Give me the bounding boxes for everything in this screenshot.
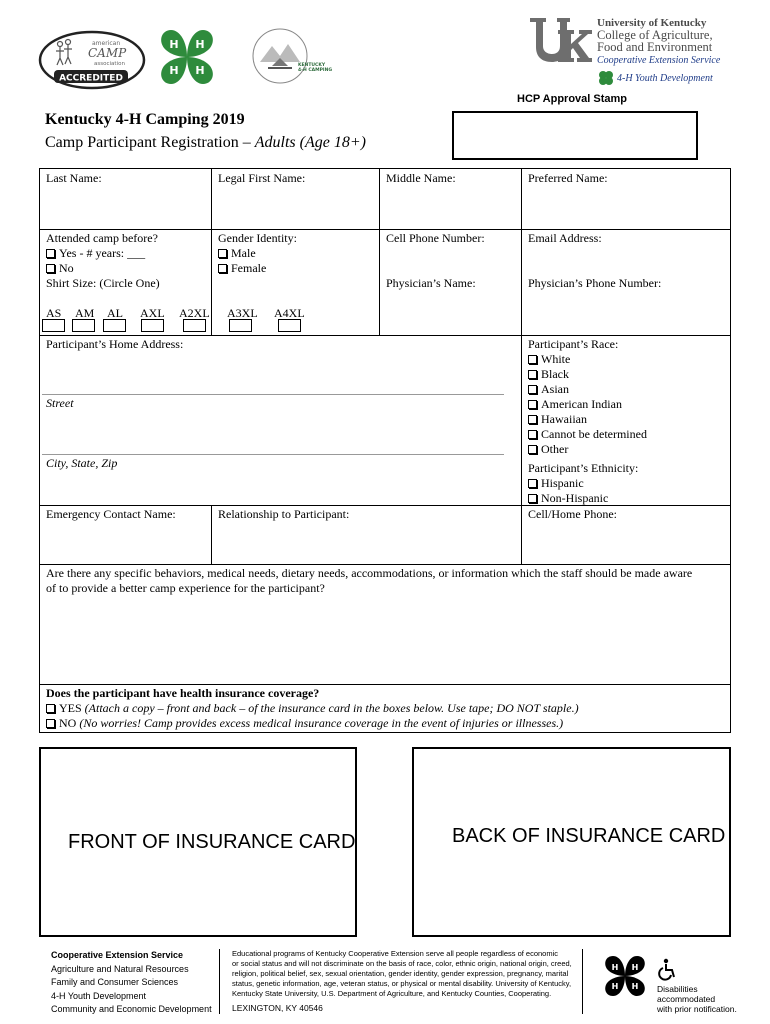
insurance-yes-option[interactable] [46, 701, 579, 716]
svg-text:H: H [611, 982, 619, 991]
uk-college-line2: Food and Environment [597, 40, 713, 54]
size-box-a3xl[interactable] [229, 319, 252, 332]
aca-logo-badge: ACCREDITED [59, 73, 123, 84]
cell-phone-field[interactable]: Cell Phone Number: [386, 231, 485, 245]
last-name-field[interactable]: Last Name: [46, 171, 102, 185]
disabilities-note [657, 984, 737, 1014]
checkbox-icon[interactable] [528, 430, 537, 439]
checkbox-icon[interactable] [46, 719, 55, 728]
home-address-label: Participant’s Home Address: [46, 337, 184, 351]
race-option-white[interactable] [528, 352, 570, 367]
race-option-black[interactable] [528, 367, 569, 382]
aca-logo-brand: CAMP [88, 46, 127, 60]
american-camp-association-accredited-logo [38, 30, 146, 90]
physician-name-field[interactable]: Physician’s Name: [386, 276, 476, 290]
disabilities-line: Disabilities [657, 984, 698, 994]
race-option-text: American Indian [541, 397, 622, 411]
ethnicity-option-non-hispanic[interactable] [528, 491, 608, 506]
insurance-no-text: NO [59, 716, 77, 730]
footer-programs [51, 949, 212, 1017]
race-option-asian[interactable] [528, 382, 569, 397]
footer-program-item: Community and Economic Development [51, 1004, 212, 1014]
footer-statement-line: religion, political belief, sex, sexual orientation, gender identity, gender expression, pregnancy, marital [232, 969, 569, 978]
race-option-text: White [541, 352, 571, 366]
footer-statement-line: Educational programs of Kentucky Cooperative Extension serve all people regardless of economic [232, 949, 559, 958]
uk-extension-service: Cooperative Extension Service [597, 55, 721, 66]
middle-name-field[interactable]: Middle Name: [386, 171, 456, 185]
size-a3xl[interactable]: A3XL [227, 306, 258, 320]
front-insurance-card-box[interactable] [39, 747, 357, 937]
size-box-al[interactable] [103, 319, 126, 332]
checkbox-icon[interactable] [46, 264, 55, 273]
size-a4xl[interactable]: A4XL [274, 306, 305, 320]
street-line[interactable] [42, 394, 504, 395]
front-insurance-card-label: FRONT OF INSURANCE CARD [68, 831, 356, 853]
ethnicity-option-text: Hispanic [541, 476, 584, 490]
specific-needs-question-line2: of to provide a better camp experience for the participant? [46, 581, 325, 595]
checkbox-icon[interactable] [528, 479, 537, 488]
race-option-text: Black [541, 367, 569, 381]
checkbox-icon[interactable] [528, 370, 537, 379]
kentucky-4h-camping-logo [250, 26, 333, 86]
svg-text:H: H [631, 963, 639, 972]
attended-yes-text: Yes - # years: ___ [59, 246, 146, 260]
footer-city: LEXINGTON, KY 40546 [232, 1003, 323, 1013]
disabilities-line: accommodated [657, 994, 716, 1004]
gender-identity-label: Gender Identity: [218, 231, 297, 245]
footer-program-title: Cooperative Extension Service [51, 950, 184, 960]
footer-divider [219, 949, 220, 1014]
cell-home-phone-field[interactable]: Cell/Home Phone: [528, 507, 617, 521]
footer-program-item: Agriculture and Natural Resources [51, 963, 189, 974]
checkbox-icon[interactable] [46, 249, 55, 258]
footer-divider [582, 949, 583, 1014]
size-as[interactable]: AS [46, 306, 62, 320]
gender-male-option[interactable] [218, 246, 256, 261]
size-a2xl[interactable]: A2XL [179, 306, 210, 320]
ethnicity-label: Participant’s Ethnicity: [528, 461, 639, 475]
aca-logo-top: american [92, 40, 121, 47]
uk-youth-label: 4-H Youth Development [617, 72, 713, 84]
svg-text:KENTUCKY: KENTUCKY [298, 63, 326, 68]
attended-camp-label: Attended camp before? [46, 231, 158, 245]
svg-text:4-H CAMPING: 4-H CAMPING [298, 68, 333, 73]
svg-text:H: H [169, 64, 179, 77]
insurance-yes-text: YES [59, 701, 82, 715]
checkbox-icon[interactable] [528, 385, 537, 394]
shirt-size-label: Shirt Size: (Circle One) [46, 276, 160, 290]
race-option-hawaiian[interactable] [528, 412, 587, 427]
checkbox-icon[interactable] [528, 445, 537, 454]
checkbox-icon[interactable] [46, 704, 55, 713]
footer-program-item: Family and Consumer Sciences [51, 977, 179, 987]
insurance-question: Does the participant have health insurance coverage? [46, 686, 320, 700]
physician-phone-field[interactable]: Physician’s Phone Number: [528, 276, 662, 290]
gender-female-option[interactable] [218, 261, 266, 276]
race-option-text: Other [541, 442, 569, 456]
specific-needs-question-line1: Are there any specific behaviors, medical needs, dietary needs, accommodations, or information which the staff should be made aware [46, 566, 693, 580]
insurance-yes-note: (Attach a copy – front and back – of the insurance card in the boxes below. Use tape; DO NOT staple.) [84, 701, 579, 715]
attended-no-option[interactable] [46, 261, 74, 276]
footer-statement-line: Kentucky State University, U.S. Department of Agriculture, and Kentucky Counties, Cooperating. [232, 989, 552, 998]
size-axl[interactable]: AXL [140, 306, 165, 320]
race-option-other[interactable] [528, 442, 568, 457]
subtitle-italic: Adults (Age 18+) [254, 134, 366, 151]
registration-form [39, 168, 731, 733]
insurance-no-option[interactable] [46, 716, 563, 731]
hcp-stamp-label: HCP Approval Stamp [517, 93, 628, 105]
specific-needs-answer-area[interactable] [42, 599, 728, 681]
svg-text:H: H [631, 982, 639, 991]
disabilities-line: with prior notification. [657, 1004, 737, 1014]
race-option-text: Asian [541, 382, 569, 396]
uk-college-text [597, 17, 720, 67]
4h-clover-logo [150, 20, 224, 94]
legal-first-name-field[interactable]: Legal First Name: [218, 171, 306, 185]
uk-university: University of Kentucky [597, 17, 707, 29]
4h-clover-footer-logo [597, 948, 653, 1004]
attended-no-text: No [59, 261, 74, 275]
email-field[interactable]: Email Address: [528, 231, 602, 245]
size-al[interactable]: AL [107, 306, 123, 320]
uk-youth-development [598, 70, 713, 86]
race-option-text: Cannot be determined [541, 427, 647, 441]
race-option-text: Hawaiian [541, 412, 587, 426]
insurance-no-note: (No worries! Camp provides excess medical insurance coverage in the event of injuries or illnesses.) [79, 716, 564, 730]
svg-text:H: H [195, 38, 205, 51]
subtitle-main: Camp Participant Registration – [45, 134, 255, 151]
ethnicity-option-hispanic[interactable] [528, 476, 584, 491]
ethnicity-option-text: Non-Hispanic [541, 491, 609, 505]
checkbox-icon[interactable] [528, 400, 537, 409]
street-label: Street [46, 396, 74, 410]
attended-yes-option[interactable] [46, 246, 145, 261]
size-box-as[interactable] [42, 319, 65, 332]
checkbox-icon[interactable] [218, 249, 227, 258]
gender-male-text: Male [231, 246, 256, 260]
footer-nondiscrimination [232, 949, 577, 999]
svg-text:H: H [169, 38, 179, 51]
preferred-name-field[interactable]: Preferred Name: [528, 171, 608, 185]
gender-female-text: Female [231, 261, 267, 275]
checkbox-icon[interactable] [528, 494, 537, 503]
back-insurance-card-label: BACK OF INSURANCE CARD [452, 825, 726, 847]
footer-statement-line: status, genetic information, age, veteran status, or physical or mental disability. University of Kentucky, [232, 979, 572, 988]
race-option-cannot-determine[interactable] [528, 427, 647, 442]
checkbox-icon[interactable] [528, 415, 537, 424]
uk-college-line1: College of Agriculture, [597, 28, 713, 42]
page-subtitle [45, 134, 366, 152]
size-box-axl[interactable] [141, 319, 164, 332]
4h-clover-small-icon [598, 70, 614, 86]
relationship-field[interactable]: Relationship to Participant: [218, 507, 350, 521]
checkbox-icon[interactable] [528, 355, 537, 364]
size-am[interactable]: AM [75, 306, 95, 320]
accessibility-icon [657, 958, 677, 980]
size-box-a2xl[interactable] [183, 319, 206, 332]
svg-text:H: H [195, 64, 205, 77]
checkbox-icon[interactable] [218, 264, 227, 273]
footer-statement-line: or social status and will not discriminate on the basis of race, color, ethnic origin, national origin, creed, [232, 959, 572, 968]
footer-program-item: 4-H Youth Development [51, 990, 147, 1001]
page-title: Kentucky 4-H Camping 2019 [45, 111, 245, 128]
emergency-contact-field[interactable]: Emergency Contact Name: [46, 507, 176, 521]
size-box-a4xl[interactable] [278, 319, 301, 332]
city-state-zip-label: City, State, Zip [46, 456, 118, 470]
city-state-zip-line[interactable] [42, 454, 504, 455]
race-option-american-indian[interactable] [528, 397, 622, 412]
aca-logo-sub: association [94, 61, 125, 67]
uk-logo [528, 16, 592, 66]
svg-text:H: H [611, 963, 619, 972]
race-label: Participant’s Race: [528, 337, 619, 351]
hcp-stamp-box [452, 111, 698, 160]
size-box-am[interactable] [72, 319, 95, 332]
back-insurance-card-box[interactable] [412, 747, 731, 937]
